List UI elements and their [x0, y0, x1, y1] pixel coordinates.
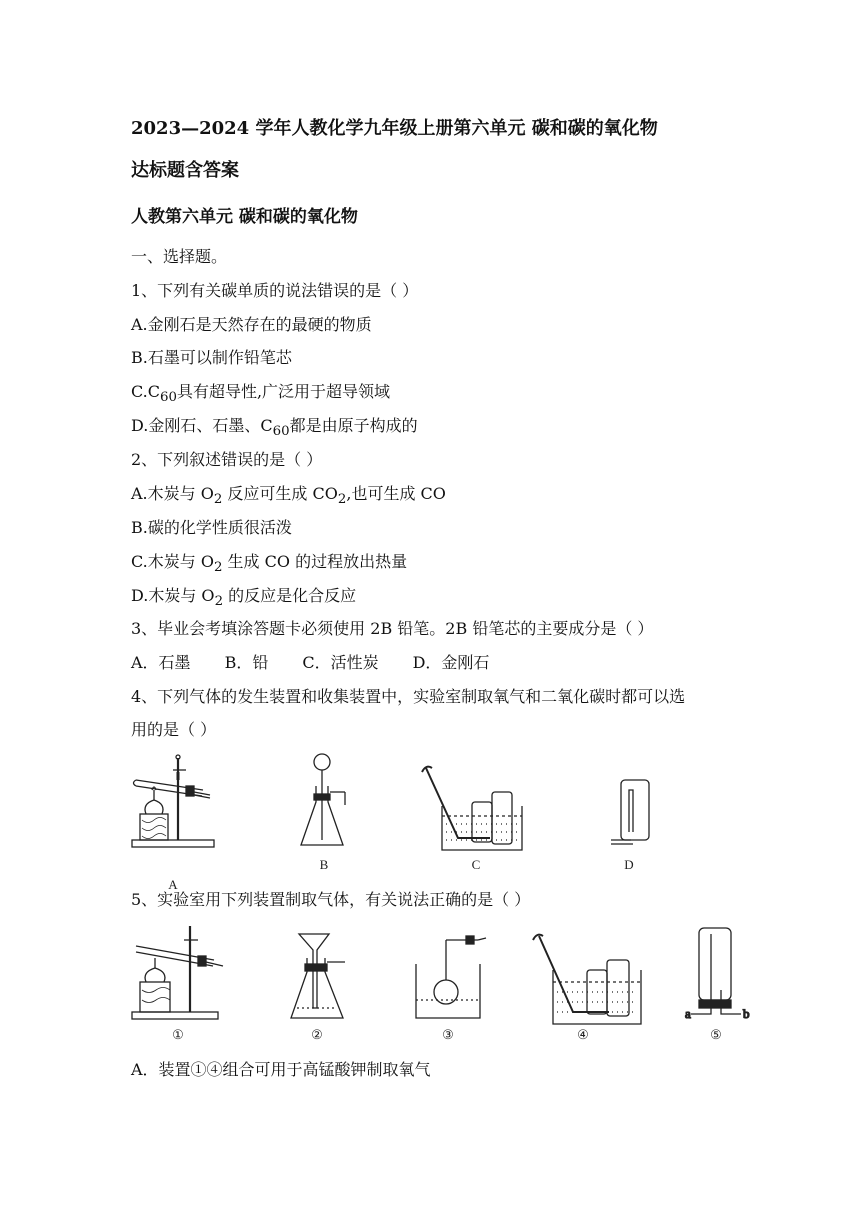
q5-apparatus-1 — [128, 920, 228, 1043]
q1-option-c — [131, 381, 390, 409]
q5-apparatus-3 — [410, 920, 490, 1043]
q3-option-b: B．铅 — [224, 653, 269, 672]
q5-port-a: a — [685, 1006, 691, 1021]
q2-stem: 2、下列叙述错误的是（ ） — [131, 450, 323, 469]
section-heading: 一、选择题。 — [131, 247, 228, 266]
q4-stem-line1: 4、下列气体的发生装置和收集装置中，实验室制取氧气和二氧化碳时都可以选 — [131, 687, 686, 706]
q2-option-b: B.碳的化学性质很活泼 — [131, 518, 292, 537]
q3-options — [131, 652, 523, 674]
q2-d-t2: 的反应是化合反应 — [223, 586, 357, 605]
q2-a-t2: 反应可生成 CO — [222, 484, 338, 503]
q1-option-b: B.石墨可以制作铅笔芯 — [131, 348, 292, 367]
q3-stem: 3、毕业会考填涂答题卡必须使用 2B 铅笔。2B 铅笔芯的主要成分是（ ） — [131, 619, 654, 638]
q2-a-t3: ,也可生成 CO — [346, 484, 446, 503]
q5-label-5: ⑤ — [710, 1027, 722, 1042]
q3-option-d: D．金刚石 — [412, 653, 490, 672]
q4-label-b: B — [319, 857, 329, 872]
q5-label-2: ② — [311, 1027, 323, 1042]
q1-d-text: D.金刚石、石墨、C — [131, 416, 273, 435]
q4-apparatus-d — [603, 750, 658, 873]
q5-apparatus-5 — [683, 920, 755, 1043]
q2-d-s1: 2 — [214, 594, 224, 610]
q2-option-d — [131, 585, 356, 613]
q2-c-t2: 生成 CO 的过程放出热量 — [222, 552, 408, 571]
q3-option-a: A．石墨 — [131, 653, 191, 672]
q5-label-3: ③ — [442, 1027, 454, 1042]
q5-label-1: ① — [172, 1027, 184, 1042]
q2-option-c — [131, 551, 407, 579]
doc-title-line2: 达标题含答案 — [131, 160, 239, 181]
q4-apparatus-b — [295, 750, 360, 873]
doc-title-line1: 2023—2024 学年人教化学九年级上册第六单元 碳和碳的氧化物 — [131, 118, 658, 139]
q5-stem: 5、实验室用下列装置制取气体，有关说法正确的是（ ） — [131, 890, 531, 909]
q4-stem-line2: 用的是（ ） — [131, 720, 217, 739]
q1-d-sub: 60 — [272, 424, 290, 440]
q5-option-a: A．装置①④组合可用于高锰酸钾制取氧气 — [131, 1060, 431, 1079]
q1-c-sub: 60 — [160, 390, 177, 406]
q1-c-text: C.C — [131, 382, 160, 401]
q4-label-a: A — [168, 877, 178, 892]
q5-label-4: ④ — [577, 1027, 589, 1042]
q1-option-a: A.金刚石是天然存在的最硬的物质 — [131, 315, 372, 334]
q1-d-text-rest: 都是由原子构成的 — [289, 416, 418, 435]
q2-a-s2: 2 — [337, 492, 347, 508]
q4-label-c: C — [471, 857, 481, 872]
q2-a-t1: A.木炭与 O — [131, 484, 214, 503]
unit-heading: 人教第六单元 碳和碳的氧化物 — [131, 207, 358, 227]
q2-option-a — [131, 483, 446, 511]
q2-c-t1: C.木炭与 O — [131, 552, 214, 571]
q4-apparatus-a — [128, 750, 223, 893]
q4-apparatus-c — [412, 750, 532, 873]
q2-d-t1: D.木炭与 O — [131, 586, 215, 605]
q5-apparatus-4 — [525, 920, 650, 1043]
q2-c-s1: 2 — [213, 560, 223, 576]
q1-stem: 1、下列有关碳单质的说法错误的是（ ） — [131, 281, 419, 300]
q5-apparatus-2 — [285, 920, 355, 1043]
q4-label-d: D — [624, 857, 634, 872]
q1-c-text-rest: 具有超导性,广泛用于超导领域 — [176, 382, 391, 401]
q5-port-b: b — [743, 1006, 750, 1021]
q1-option-d — [131, 415, 418, 443]
q3-option-c: C．活性炭 — [302, 653, 379, 672]
q2-a-s1: 2 — [213, 492, 223, 508]
